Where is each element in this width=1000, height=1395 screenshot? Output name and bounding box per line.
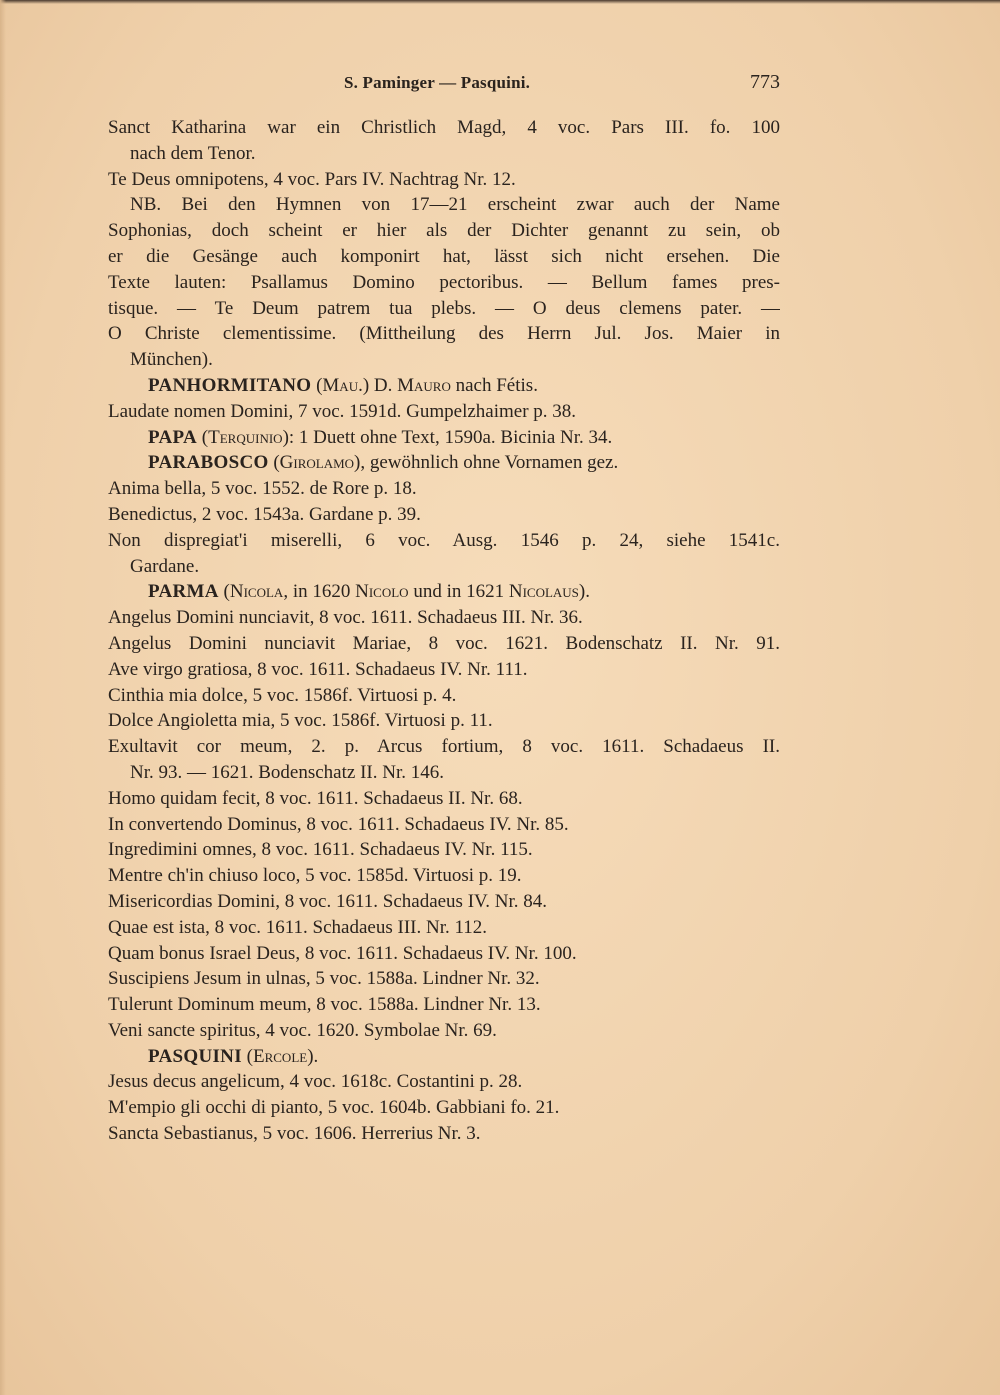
given-name: Terquinio bbox=[208, 426, 283, 448]
heading-text: ( bbox=[197, 426, 209, 448]
composer-heading bbox=[108, 450, 780, 476]
entry-line: Gardane. bbox=[130, 555, 200, 577]
entry-line: Homo quidam fecit, 8 voc. 1611. Schadaeus II. Nr. 68. bbox=[108, 787, 523, 809]
note-line: München). bbox=[130, 349, 213, 371]
given-name: Mau. bbox=[322, 374, 363, 396]
note-line: NB. Bei den Hymnen von 17—21 erscheint zwar auch der Name bbox=[130, 194, 780, 216]
composer-name: PANHORMITANO bbox=[148, 374, 312, 396]
given-name: Mauro bbox=[397, 374, 451, 396]
entry-line: Ave virgo gratiosa, 8 voc. 1611. Schadaeus IV. Nr. 111. bbox=[108, 658, 528, 680]
heading-text: ( bbox=[218, 581, 230, 603]
note-line: O Christe clementissime. (Mittheilung des Herrn Jul. Jos. Maier in bbox=[108, 323, 780, 345]
entry-line: Nr. 93. — 1621. Bodenschatz II. Nr. 146. bbox=[130, 761, 444, 783]
entry-line: M'empio gli occhi di pianto, 5 voc. 1604b. Gabbiani fo. 21. bbox=[108, 1097, 560, 1119]
entry-line: Ingredimini omnes, 8 voc. 1611. Schadaeus IV. Nr. 115. bbox=[108, 839, 533, 861]
heading-text: ( bbox=[241, 1045, 253, 1067]
heading-text: ) D. bbox=[362, 374, 398, 396]
entry-line: Laudate nomen Domini, 7 voc. 1591d. Gumpelzhaimer p. 38. bbox=[108, 400, 577, 422]
entry-line: Tulerunt Dominum meum, 8 voc. 1588a. Lindner Nr. 13. bbox=[108, 994, 541, 1016]
composer-name: PAPA bbox=[148, 426, 198, 448]
note-line: tisque. — Te Deum patrem tua plebs. — O deus clemens pater. — bbox=[108, 297, 780, 319]
given-name: Nicolo bbox=[355, 581, 409, 603]
entry-line: Anima bella, 5 voc. 1552. de Rore p. 18. bbox=[108, 478, 417, 500]
composer-heading bbox=[108, 1044, 780, 1070]
entry-line: Angelus Domini nunciavit Mariae, 8 voc. 1621. Bodenschatz II. Nr. 91. bbox=[108, 632, 780, 654]
entry-line: Non dispregiat'i miserelli, 6 voc. Ausg. 1546 p. 24, siehe 1541c. bbox=[108, 529, 780, 551]
entry-line: Sanct Katharina war ein Christlich Magd, 4 voc. Pars III. fo. 100 bbox=[108, 117, 780, 138]
page-header bbox=[330, 71, 780, 97]
entry-line: Quae est ista, 8 voc. 1611. Schadaeus III. Nr. 112. bbox=[108, 916, 488, 938]
entry-line: Suscipiens Jesum in ulnas, 5 voc. 1588a. Lindner Nr. 32. bbox=[108, 968, 540, 990]
given-name: Nicola bbox=[229, 581, 284, 603]
entry-line: Benedictus, 2 voc. 1543a. Gardane p. 39. bbox=[108, 503, 421, 525]
given-name: Ercole bbox=[252, 1045, 308, 1067]
entry-line: nach dem Tenor. bbox=[130, 142, 256, 164]
composer-name: PASQUINI bbox=[148, 1045, 242, 1067]
note-line: Texte lauten: Psallamus Domino pectoribus. — Bellum fames pres- bbox=[108, 271, 780, 293]
entry-line: Te Deus omnipotens, 4 voc. Pars IV. Nachtrag Nr. 12. bbox=[108, 168, 516, 190]
page-top-edge bbox=[0, 0, 1000, 4]
page-body bbox=[108, 115, 780, 1147]
entry-line: Exultavit cor meum, 2. p. Arcus fortium, 8 voc. 1611. Schadaeus II. bbox=[108, 736, 780, 758]
page-number: 773 bbox=[750, 71, 780, 93]
note-line: Sophonias, doch scheint er hier als der Dichter genannt zu sein, ob bbox=[108, 220, 780, 242]
heading-text: nach Fétis. bbox=[450, 374, 538, 396]
heading-text: ). bbox=[578, 581, 590, 603]
heading-text: ( bbox=[311, 374, 323, 396]
composer-heading bbox=[108, 373, 780, 399]
heading-text: ( bbox=[268, 452, 280, 474]
entry-line: Veni sancte spiritus, 4 voc. 1620. Symbolae Nr. 69. bbox=[108, 1019, 497, 1041]
page-left-edge bbox=[0, 0, 6, 1395]
entry-line: Dolce Angioletta mia, 5 voc. 1586f. Virtuosi p. 11. bbox=[108, 710, 493, 732]
entry-line: Cinthia mia dolce, 5 voc. 1586f. Virtuosi p. 4. bbox=[108, 684, 457, 706]
composer-heading bbox=[108, 579, 780, 605]
composer-name: PARMA bbox=[148, 581, 219, 603]
note-line: er die Gesänge auch komponirt hat, lässt sich nicht ersehen. Die bbox=[108, 245, 780, 267]
heading-text: , in 1620 bbox=[283, 581, 356, 603]
composer-name: PARABOSCO bbox=[148, 452, 269, 474]
given-name: Nicolaus bbox=[508, 581, 579, 603]
entry-line: Sancta Sebastianus, 5 voc. 1606. Herrerius Nr. 3. bbox=[108, 1123, 481, 1145]
heading-text: ): 1 Duett ohne Text, 1590a. Bicinia Nr. 34. bbox=[282, 426, 613, 448]
heading-text: und in 1621 bbox=[408, 581, 509, 603]
heading-text: ). bbox=[307, 1045, 319, 1067]
given-name: Girolamo bbox=[279, 452, 355, 474]
entry-line: In convertendo Dominus, 8 voc. 1611. Schadaeus IV. Nr. 85. bbox=[108, 813, 569, 835]
entry-line: Jesus decus angelicum, 4 voc. 1618c. Costantini p. 28. bbox=[108, 1071, 523, 1093]
entry-line: Angelus Domini nunciavit, 8 voc. 1611. Schadaeus III. Nr. 36. bbox=[108, 607, 583, 629]
running-head: S. Paminger — Pasquini. bbox=[344, 73, 531, 92]
entry-line: Mentre ch'in chiuso loco, 5 voc. 1585d. Virtuosi p. 19. bbox=[108, 865, 522, 887]
entry-line: Misericordias Domini, 8 voc. 1611. Schadaeus IV. Nr. 84. bbox=[108, 890, 548, 912]
heading-text: ), gewöhnlich ohne Vornamen gez. bbox=[354, 452, 619, 474]
composer-heading bbox=[108, 425, 780, 451]
entry-line: Quam bonus Israel Deus, 8 voc. 1611. Schadaeus IV. Nr. 100. bbox=[108, 942, 577, 964]
